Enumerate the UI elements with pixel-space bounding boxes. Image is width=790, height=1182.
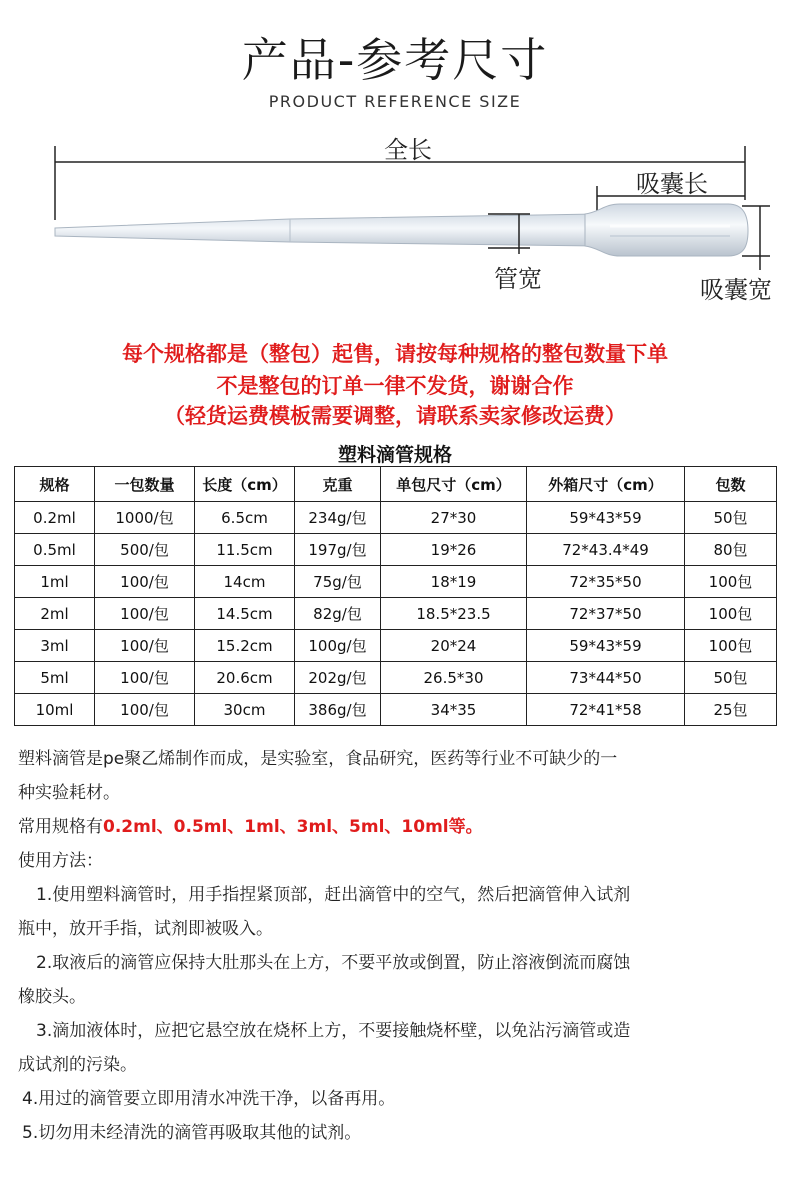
page-subtitle: PRODUCT REFERENCE SIZE <box>268 92 522 111</box>
table-header-cell: 单包尺寸（cm） <box>381 467 527 502</box>
table-cell: 5ml <box>15 662 95 694</box>
table-cell: 26.5*30 <box>381 662 527 694</box>
pipette-illustration <box>55 204 748 256</box>
table-cell: 72*41*58 <box>527 694 685 726</box>
step-1-line-2: 瓶中，放开手指，试剂即被吸入。 <box>18 919 273 939</box>
table-cell: 100/包 <box>95 694 195 726</box>
table-cell: 73*44*50 <box>527 662 685 694</box>
table-cell: 15.2cm <box>195 630 295 662</box>
step-5: 5.切勿用未经清洗的滴管再吸取其他的试剂。 <box>22 1123 362 1143</box>
table-header-cell: 克重 <box>295 467 381 502</box>
page-title: 产品-参考尺寸 <box>241 33 549 87</box>
table-header-cell: 长度（cm） <box>195 467 295 502</box>
table-cell: 100包 <box>685 566 777 598</box>
pipette-dimension-diagram <box>0 130 790 310</box>
table-row <box>15 534 777 566</box>
table-cell: 19*26 <box>381 534 527 566</box>
table-header-cell: 外箱尺寸（cm） <box>527 467 685 502</box>
table-header-cell: 一包数量 <box>95 467 195 502</box>
table-cell: 72*35*50 <box>527 566 685 598</box>
table-header-cell: 规格 <box>15 467 95 502</box>
table-row <box>15 502 777 534</box>
table-cell: 82g/包 <box>295 598 381 630</box>
table-cell: 6.5cm <box>195 502 295 534</box>
common-specs-prefix: 常用规格有 <box>18 817 103 837</box>
table-cell: 27*30 <box>381 502 527 534</box>
table-cell: 100/包 <box>95 630 195 662</box>
table-cell: 3ml <box>15 630 95 662</box>
common-specs-values: 0.2ml、0.5ml、1ml、3ml、5ml、10ml等。 <box>103 817 483 837</box>
intro-line-2: 种实验耗材。 <box>18 783 120 803</box>
table-cell: 0.2ml <box>15 502 95 534</box>
step-3-line-2: 成试剂的污染。 <box>18 1055 137 1075</box>
total-length-label: 全长 <box>384 136 432 164</box>
description-intro <box>18 742 778 1150</box>
table-cell: 20.6cm <box>195 662 295 694</box>
table-row <box>15 566 777 598</box>
table-cell: 18*19 <box>381 566 527 598</box>
table-cell: 2ml <box>15 598 95 630</box>
table-cell: 10ml <box>15 694 95 726</box>
table-cell: 100g/包 <box>295 630 381 662</box>
spec-table <box>14 466 777 726</box>
table-cell: 59*43*59 <box>527 502 685 534</box>
table-cell: 11.5cm <box>195 534 295 566</box>
table-cell: 197g/包 <box>295 534 381 566</box>
table-title: 塑料滴管规格 <box>337 444 452 466</box>
table-cell: 18.5*23.5 <box>381 598 527 630</box>
table-cell: 72*37*50 <box>527 598 685 630</box>
table-cell: 14.5cm <box>195 598 295 630</box>
table-row <box>15 598 777 630</box>
table-cell: 100/包 <box>95 598 195 630</box>
table-cell: 34*35 <box>381 694 527 726</box>
table-cell: 20*24 <box>381 630 527 662</box>
table-cell: 500/包 <box>95 534 195 566</box>
table-cell: 75g/包 <box>295 566 381 598</box>
table-row <box>15 694 777 726</box>
table-cell: 14cm <box>195 566 295 598</box>
usage-title: 使用方法： <box>18 851 103 871</box>
table-cell: 100/包 <box>95 662 195 694</box>
table-header-row <box>15 467 777 502</box>
common-specs-line <box>18 810 778 844</box>
step-1-line-1: 1.使用塑料滴管时，用手指捏紧顶部，赶出滴管中的空气，然后把滴管伸入试剂 <box>36 885 631 905</box>
step-4: 4.用过的滴管要立即用清水冲洗干净，以备再用。 <box>22 1089 396 1109</box>
notice-line-1: 每个规格都是（整包）起售，请按每种规格的整包数量下单 <box>122 342 668 366</box>
bulb-width-label: 吸囊宽 <box>700 276 772 304</box>
step-2-line-1: 2.取液后的滴管应保持大肚那头在上方，不要平放或倒置，防止溶液倒流而腐蚀 <box>36 953 631 973</box>
notice-line-3: （轻货运费模板需要调整，请联系卖家修改运费） <box>164 404 626 428</box>
table-cell: 1000/包 <box>95 502 195 534</box>
table-cell: 50包 <box>685 662 777 694</box>
table-cell: 100包 <box>685 598 777 630</box>
step-3-line-1: 3.滴加液体时，应把它悬空放在烧杯上方，不要接触烧杯壁，以免沾污滴管或造 <box>36 1021 631 1041</box>
table-cell: 59*43*59 <box>527 630 685 662</box>
table-cell: 202g/包 <box>295 662 381 694</box>
table-header-cell: 包数 <box>685 467 777 502</box>
table-cell: 1ml <box>15 566 95 598</box>
table-cell: 80包 <box>685 534 777 566</box>
table-row <box>15 662 777 694</box>
table-cell: 100/包 <box>95 566 195 598</box>
table-cell: 30cm <box>195 694 295 726</box>
table-cell: 25包 <box>685 694 777 726</box>
notice-line-2: 不是整包的订单一律不发货，谢谢合作 <box>216 374 574 398</box>
intro-line-1: 塑料滴管是pe聚乙烯制作而成，是实验室，食品研究，医药等行业不可缺少的一 <box>18 749 618 769</box>
table-cell: 234g/包 <box>295 502 381 534</box>
table-cell: 100包 <box>685 630 777 662</box>
table-row <box>15 630 777 662</box>
table-cell: 72*43.4*49 <box>527 534 685 566</box>
table-cell: 50包 <box>685 502 777 534</box>
bulb-length-label: 吸囊长 <box>636 170 708 198</box>
tube-width-label: 管宽 <box>494 265 542 293</box>
table-cell: 0.5ml <box>15 534 95 566</box>
step-2-line-2: 橡胶头。 <box>18 987 86 1007</box>
table-cell: 386g/包 <box>295 694 381 726</box>
